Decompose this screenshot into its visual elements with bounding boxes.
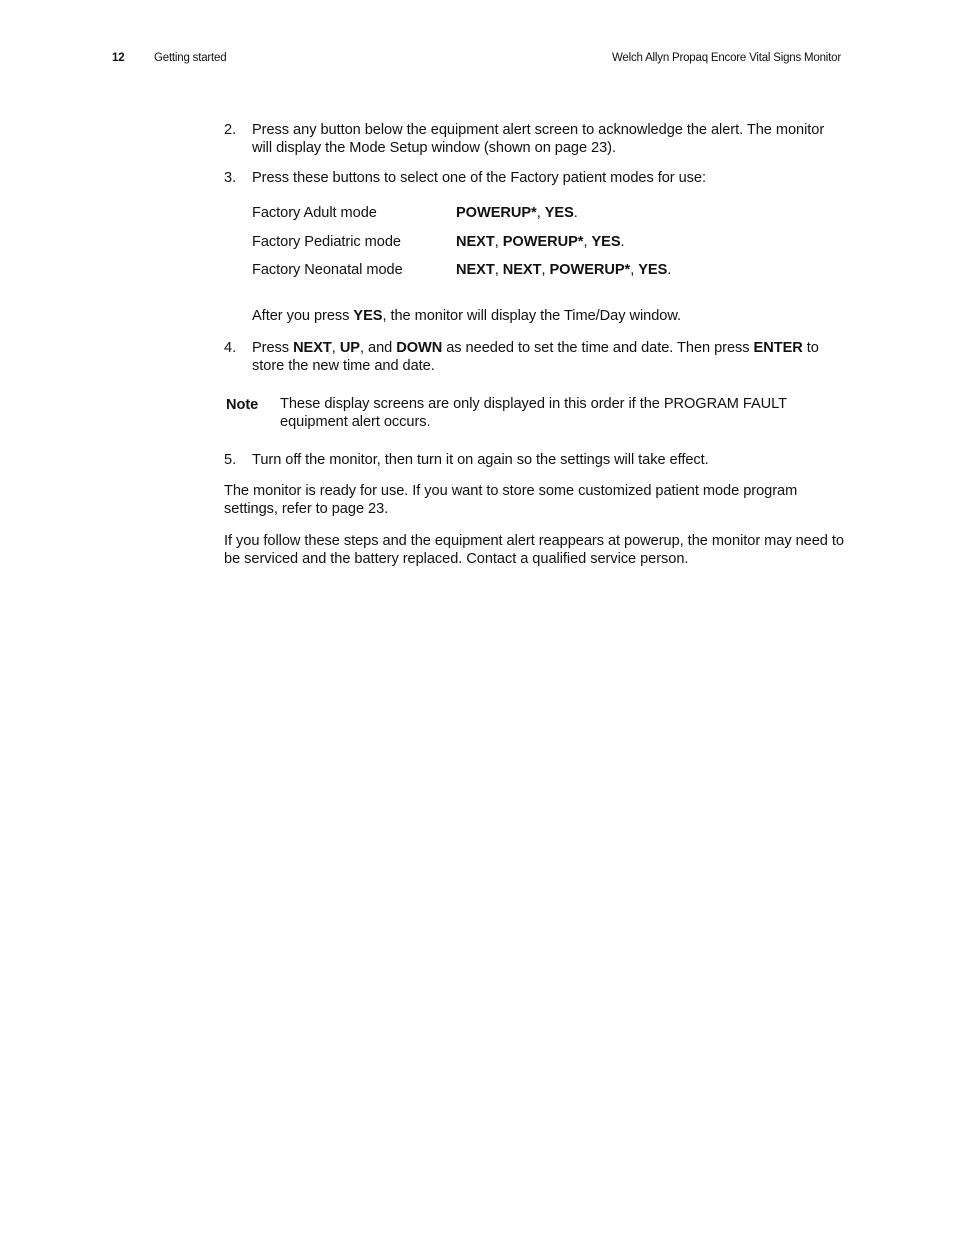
text-fragment: Press	[252, 339, 294, 356]
page-header	[0, 52, 954, 70]
mode-name: Factory Adult mode	[252, 205, 377, 221]
reappear-paragraph: If you follow these steps and the equipment alert reappears at powerup, the monitor may need to be serviced and the battery replaced. Contact a qualified service person.	[224, 532, 844, 567]
note	[224, 395, 844, 431]
period: .	[667, 262, 672, 278]
step-text: Turn off the monitor, then turn it on again so the settings will take effect.	[252, 451, 709, 468]
key-label: YES	[544, 205, 574, 221]
key-label: NEXT	[456, 262, 495, 278]
key-label: POWERUP*	[502, 233, 584, 250]
key-label: NEXT	[293, 339, 332, 356]
mode-row-neonatal	[252, 261, 844, 290]
period: .	[573, 205, 578, 221]
page-body	[224, 121, 844, 568]
document-title: Welch Allyn Propaq Encore Vital Signs Monitor	[611, 52, 841, 64]
key-label: POWERUP*	[456, 205, 537, 221]
mode-row-adult	[252, 204, 844, 233]
separator: ,	[331, 339, 340, 356]
text-fragment: , the monitor will display the Time/Day window.	[382, 307, 682, 324]
step-number: 4.	[224, 339, 237, 356]
step-3	[224, 169, 844, 187]
key-label: ENTER	[753, 339, 803, 356]
step-number: 3.	[224, 170, 237, 186]
key-label: NEXT	[502, 262, 542, 278]
separator: ,	[494, 262, 503, 278]
separator: ,	[541, 262, 550, 278]
mode-name: Factory Neonatal mode	[252, 262, 403, 278]
key-label: UP	[339, 339, 360, 356]
step-text: Press any button below the equipment alert screen to acknowledge the alert. The monitor will display the Mode Setup window (shown on page 23).	[252, 122, 825, 156]
section-name: Getting started	[154, 52, 227, 64]
mode-key-sequence	[456, 204, 844, 222]
text-fragment: as needed to set the time and date. Then press	[442, 339, 754, 356]
ready-paragraph: The monitor is ready for use. If you want to store some customized patient mode program settings, refer to page 23.	[224, 482, 798, 517]
separator: ,	[583, 233, 592, 250]
key-label: POWERUP*	[549, 262, 631, 278]
step-text: Press these buttons to select one of the Factory patient modes for use:	[252, 170, 706, 186]
step-5	[224, 451, 844, 469]
key-label: YES	[353, 307, 383, 324]
key-label: YES	[638, 262, 668, 278]
text-fragment: After you press	[252, 307, 354, 324]
separator: ,	[536, 205, 545, 221]
note-text: These display screens are only displayed in this order if the PROGRAM FAULT equipment alert occurs.	[280, 395, 787, 430]
key-label: YES	[591, 233, 621, 250]
text-fragment: to store the new time and date.	[252, 339, 819, 374]
separator: ,	[494, 233, 503, 250]
key-label: NEXT	[456, 233, 495, 250]
step-2	[224, 121, 844, 157]
page-number: 12	[112, 52, 125, 64]
step-number: 2.	[224, 122, 237, 138]
after-step-3	[224, 307, 844, 325]
mode-key-sequence	[456, 233, 844, 251]
mode-name: Factory Pediatric mode	[252, 233, 401, 250]
key-label: DOWN	[396, 339, 443, 356]
step-number: 5.	[224, 451, 237, 468]
separator: , and	[360, 339, 397, 356]
separator: ,	[630, 262, 639, 278]
mode-key-sequence	[456, 261, 844, 279]
note-label: Note	[226, 396, 259, 413]
patient-mode-table	[252, 204, 844, 290]
mode-row-pediatric	[252, 233, 844, 262]
period: .	[620, 233, 625, 250]
step-4	[224, 339, 844, 375]
